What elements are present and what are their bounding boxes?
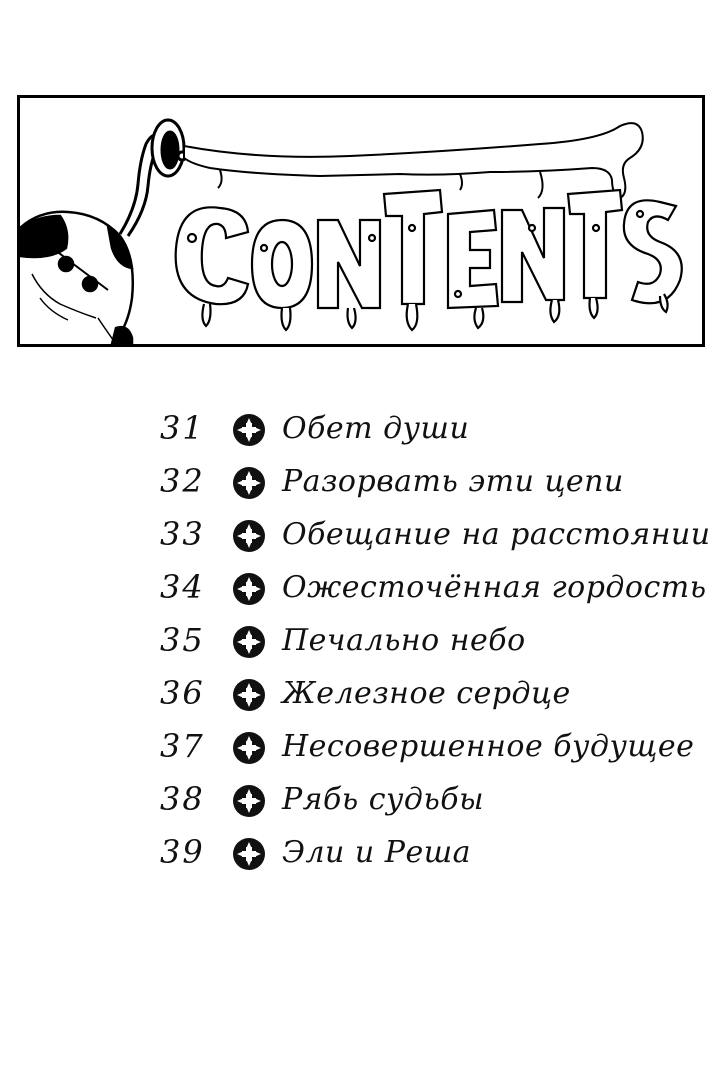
slime-drip-illustration — [184, 123, 643, 198]
chapter-number: 38 — [160, 780, 205, 818]
chapter-title: Печально небо — [282, 623, 526, 658]
chapter-number: 31 — [160, 409, 205, 447]
maltese-cross-icon — [232, 519, 266, 553]
maltese-cross-icon — [232, 784, 266, 818]
toc-item — [160, 829, 700, 882]
chapter-title: Разорвать эти цепи — [282, 464, 624, 499]
chapter-number: 39 — [160, 833, 205, 871]
contents-banner — [17, 95, 705, 347]
chapter-number: 36 — [160, 674, 205, 712]
toc-item — [160, 405, 700, 458]
chapter-number: 37 — [160, 727, 205, 765]
maltese-cross-icon — [232, 413, 266, 447]
chapter-title: Эли и Реша — [282, 835, 472, 870]
toc-item — [160, 458, 700, 511]
maltese-cross-icon — [232, 625, 266, 659]
chapter-title: Ожесточённая гордость — [282, 570, 707, 605]
maltese-cross-icon — [232, 731, 266, 765]
toc-item — [160, 670, 700, 723]
toc-item — [160, 723, 700, 776]
toc-item — [160, 776, 700, 829]
chapter-number: 35 — [160, 621, 205, 659]
chapter-number: 33 — [160, 515, 205, 553]
chapter-title: Обет души — [282, 411, 470, 446]
chapter-title: Железное сердце — [282, 676, 571, 711]
toc-item — [160, 511, 711, 564]
maltese-cross-icon — [232, 837, 266, 871]
maltese-cross-icon — [232, 466, 266, 500]
antenna-illustration — [120, 120, 186, 236]
toc-item — [160, 617, 700, 670]
chapter-number: 32 — [160, 462, 205, 500]
maltese-cross-icon — [232, 572, 266, 606]
contents-banner-illustration — [20, 98, 702, 344]
chapter-number: 34 — [160, 568, 205, 606]
maltese-cross-icon — [232, 678, 266, 712]
table-of-contents — [160, 405, 711, 882]
toc-item — [160, 564, 707, 617]
character-illustration — [20, 212, 133, 344]
chapter-title: Рябь судьбы — [282, 782, 485, 817]
chapter-title: Несовершенное будущее — [282, 729, 695, 764]
contents-lettering — [176, 190, 682, 330]
chapter-title: Обещание на расстоянии — [282, 517, 711, 552]
